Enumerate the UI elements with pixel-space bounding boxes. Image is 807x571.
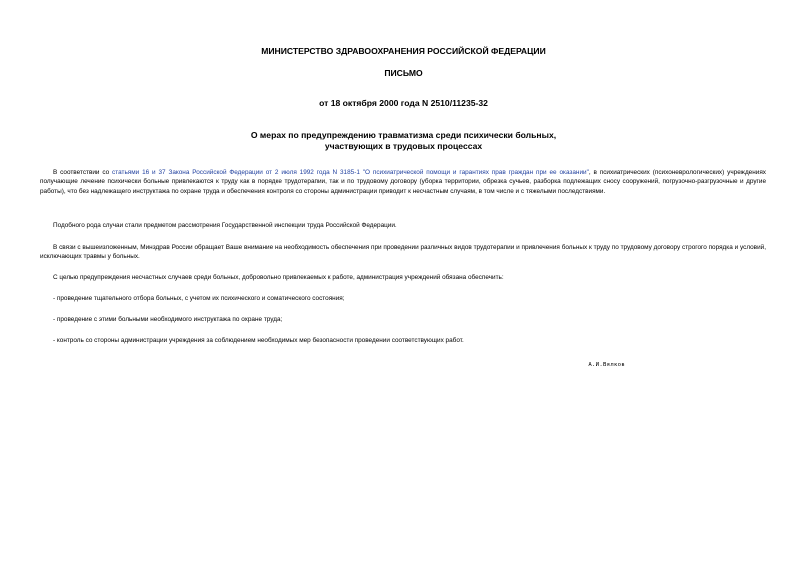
- paragraph-3: В связи с вышеизложенным, Минздрав России обращает Ваше внимание на необходимость обеспечения при проведении различных видов трудотерапии и привлечения больных к труду по трудовому договору строгого порядка и условий, исключающих травмы у больных.: [40, 244, 766, 261]
- document-type-heading: ПИСЬМО: [384, 68, 423, 78]
- subject-heading: [0, 130, 807, 152]
- paragraph-1-suffix: , в психиатрических (психоневрологических) учреждениях получающие лечение психически больные привлекаются к труду как в порядке трудотерапии, так и по трудовому договору (уборка территории, обрезка сучьев, разборка подлежащих сносу сооружений, погрузочно-разгрузочные и другие работы), что без надлежащего инструктажа по охране труда и обеспечения контроля со стороны администрации приводит к несчастным случаям, в том числе и с тяжелыми последствиями.: [40, 169, 766, 195]
- signature: А.И.Вялков: [588, 362, 625, 368]
- list-item-3: - контроль со стороны администрации учреждения за соблюдением необходимых мер безопасности проведении соответствующих работ.: [53, 337, 464, 344]
- paragraph-2: Подобного рода случаи стали предметом рассмотрения Государственной инспекции труда Российской Федерации.: [53, 222, 397, 229]
- subject-line-2: участвующих в трудовых процессах: [324, 141, 483, 151]
- list-item-1: - проведение тщательного отбора больных, с учетом их психического и соматического состояния;: [53, 295, 345, 302]
- paragraph-1-prefix: В соответствии со: [53, 169, 113, 176]
- paragraph-1: [40, 168, 766, 196]
- date-number-heading: от 18 октября 2000 года N 2510/11235-32: [319, 98, 488, 108]
- list-item-2: - проведение с этими больными необходимого инструктажа по охране труда;: [53, 316, 283, 323]
- paragraph-4: С целью предупреждения несчастных случаев среди больных, добровольно привлекаемых к работе, администрация учреждений обязана обеспечить:: [53, 274, 504, 281]
- subject-line-1: О мерах по предупреждению травматизма среди психически больных,: [250, 130, 557, 140]
- law-reference-link[interactable]: статьями 16 и 37 Закона Российской Федерации от 2 июля 1992 года N 3185-1 "О психиатрической помощи и гарантиях прав граждан при ее оказании": [112, 169, 589, 176]
- ministry-heading: МИНИСТЕРСТВО ЗДРАВООХРАНЕНИЯ РОССИЙСКОЙ ФЕДЕРАЦИИ: [261, 46, 546, 56]
